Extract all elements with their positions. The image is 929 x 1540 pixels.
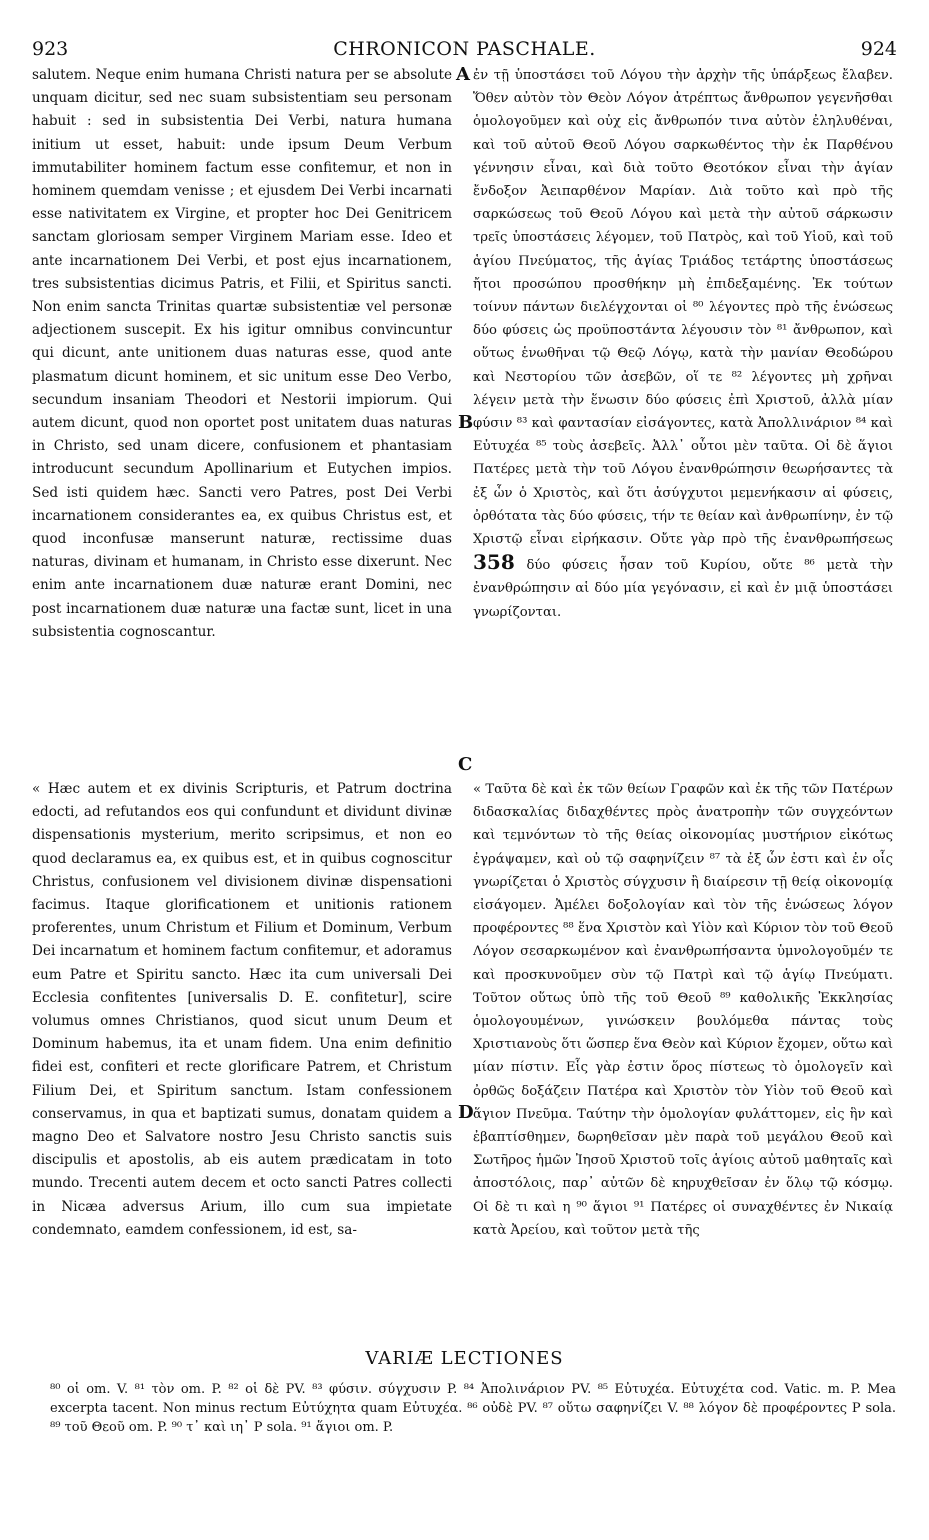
greek-text-1b: δύο φύσεις ἦσαν τοῦ Κυρίου, οὔτε ⁸⁶ μετὰ τὴν ἐνανθρώπησιν αἱ δύο μία γεγόνασιν, εἰ καὶ ἐν μιᾷ ὑποστάσει γνωρίζονται. bbox=[473, 558, 893, 620]
running-title: CHRONICON PASCHALE. bbox=[333, 38, 596, 60]
margin-letter-b: B bbox=[458, 412, 474, 433]
variant-readings bbox=[50, 1380, 896, 1437]
page-number-right: 924 bbox=[860, 38, 897, 60]
latin-column-2 bbox=[32, 778, 452, 1242]
latin-paragraph-2: « Hæc autem et ex divinis Scripturis, et Patrum doctrina edocti, ad refutandos eos qui confundunt et dividunt divinæ dispensationis mysterium, merito scripsimus, et non eo quod declaramus ea, ex quibus est, et in quibus cognoscitur Christus, confusionem vel divisionem divinæ dispensationi facimus. Itaque glorificationem et unitionis rationem proferentes, unum Christum et Filium et Dominum, Verbum Dei incarnatum et hominem factum confitemur, et adoramus eum Patre et Spiritu sancto. Hæc ita cum universali Dei Ecclesia confitentes [universalis D. E. confitetur], scire volumus omnes Christianos, quod sicut unum Deum et Dominum habemus, ita et unam fidem. Una enim definitio fidei est, confiteri et recte glorificare Patrem, et Christum Filium Dei, et Spiritum sanctum. Istam confessionem conservamus, in qua et baptizati sumus, donatam quidem a magno Deo et Salvatore nostro Jesu Christo sanctis suis discipulis et apostolis, ab eis autem prædicatam in toto mundo. Trecenti autem decem et octo sancti Patres collecti in Nicæa adversus Arium, illo cum sua impietate condemnato, eamdem confessionem, id est, sa- bbox=[32, 781, 452, 1238]
latin-column-1 bbox=[32, 64, 452, 644]
greek-text-1a: ἐν τῇ ὑποστάσει τοῦ Λόγου τὴν ἀρχὴν τῆς ὑπάρξεως ἔλαβεν. Ὅθεν αὐτὸν τὸν Θεὸν Λόγον ἀτρέπτως ἄνθρωπον γεγενῆσθαι ὁμολογοῦμεν καὶ οὐχ εἰς ἄνθρωπόν τινα αὐτὸν ἐληλυθέναι, καὶ τοῦ αὐτοῦ Θεοῦ Λόγου σαρκωθέντος τὴν ἐκ Παρθένου γέννησιν εἶναι, καὶ διὰ τοῦτο Θεοτόκον εἶναι τὴν ἁγίαν ἔνδοξον Ἀειπαρθένον Μαρίαν. Διὰ τοῦτο καὶ πρὸ τῆς σαρκώσεως τοῦ Θεοῦ Λόγου καὶ μετὰ τὴν αὐτοῦ σάρκωσιν τρεῖς ὑποστάσεις λέγομεν, τοῦ Πατρὸς, καὶ τοῦ Υἱοῦ, καὶ τοῦ ἁγίου Πνεύματος, τῆς ἁγίας Τριάδος τετάρτης ὑποστάσεως ἤτοι προσώπου προσθήκην μὴ ἐπιδεξαμένης. Ἐκ τούτων τοίνυν πάντων διελέγχονται οἱ ⁸⁰ λέγοντες πρὸ τῆς ἑνώσεως δύο φύσεις ὡς προϋποστάντα λέγουσιν τὸν ⁸¹ ἄνθρωπον, καὶ οὕτως ἑνωθῆναι τῷ Θεῷ Λόγῳ, κατὰ τὴν μανίαν Θεοδώρου καὶ Νεστορίου τῶν ἀσεβῶν, οἵ τε ⁸² λέγοντες μὴ χρῆναι λέγειν μετὰ τὴν ἕνωσιν δύο φύσεις ἐπὶ Χριστοῦ, ἀλλὰ μίαν φύσιν ⁸³ καὶ φαντασίαν εἰσάγοντες, κατὰ Ἀπολλινάριον ⁸⁴ καὶ Εὐτυχέα ⁸⁵ τοὺς ἀσεβεῖς. Ἀλλ᾽ οὗτοι μὲν ταῦτα. Οἱ δὲ ἅγιοι Πατέρες μετὰ τὴν τοῦ Λόγου ἐνανθρώπησιν θεωρήσαντες τὰ ἐξ ὧν ὁ Χριστὸς, καὶ ὅτι ἀσύγχυτοι μεμενήκασιν αἱ φύσεις, ὀρθότατα τὰς δύο φύσεις, τήν τε θείαν καὶ ἀνθρωπίνην, ἐν τῷ Χριστῷ εἶναι εἰρήκασιν. Οὔτε γὰρ πρὸ τῆς ἐνανθρωπήσεως bbox=[473, 68, 893, 548]
greek-paragraph-1 bbox=[473, 64, 893, 624]
page-number-left: 923 bbox=[32, 38, 69, 60]
greek-paragraph-2: « Ταῦτα δὲ καὶ ἐκ τῶν θείων Γραφῶν καὶ ἐκ τῆς τῶν Πατέρων διδασκαλίας διδαχθέντες πρὸς ἀνατροπὴν τῶν συγχεόντων καὶ τεμνόντων τὸ τῆς θείας οἰκονομίας μυστήριον εἰκότως ἐγράψαμεν, καὶ οὐ τῷ σαφηνίζειν ⁸⁷ τὰ ἐξ ὧν ἐστι καὶ ἐν οἷς γνωρίζεται ὁ Χριστὸς σύγχυσιν ἢ διαίρεσιν τῇ θείᾳ οἰκονομίᾳ εἰσάγομεν. Ἀμέλει δοξολογίαν καὶ τὸν τῆς ἑνώσεως λόγον προφέροντες ⁸⁸ ἕνα Χριστὸν καὶ Υἱὸν καὶ Κύριον τὸν τοῦ Θεοῦ Λόγον σεσαρκωμένον καὶ ἐνανθρωπήσαντα ὑμνολογοῦμέν τε καὶ προσκυνοῦμεν σὺν τῷ Πατρὶ καὶ τῷ ἁγίῳ Πνεύματι. Τοῦτον οὕτως ὑπὸ τῆς τοῦ Θεοῦ ⁸⁹ καθολικῆς Ἐκκλησίας ὁμολογουμένων, γινώσκειν βουλόμεθα πάντας τοὺς Χριστιανοὺς ὅτι ὥσπερ ἕνα Θεὸν καὶ Κύριον ἔχομεν, οὕτω καὶ μίαν πίστιν. Εἷς γὰρ ἐστιν ὅρος πίστεως τὸ ὁμολογεῖν καὶ ὀρθῶς δοξάζειν Πατέρα καὶ Χριστὸν τὸν Υἱὸν τοῦ Θεοῦ καὶ ἅγιον Πνεῦμα. Ταύτην τὴν ὁμολογίαν φυλάττομεν, εἰς ἣν καὶ ἐβαπτίσθημεν, δωρηθεῖσαν μὲν παρὰ τοῦ μεγάλου Θεοῦ καὶ Σωτῆρος ἡμῶν Ἰησοῦ Χριστοῦ τοῖς ἁγίοις αὐτοῦ μαθηταῖς καὶ ἀποστόλοις, παρ᾽ αὐτῶν δὲ κηρυχθεῖσαν ἐν ὅλῳ τῷ κόσμῳ. Οἱ δὲ τι καὶ η ⁹⁰ ἅγιοι ⁹¹ Πατέρες οἱ συναχθέντες ἐν Νικαίᾳ κατὰ Ἀρείου, καὶ τοῦτον μετὰ τῆς bbox=[473, 782, 893, 1238]
variant-notes-text: ⁸⁰ οἱ om. V. ⁸¹ τὸν om. P. ⁸² οἱ δὲ PV. ⁸³ φύσιν. σύγχυσιν P. ⁸⁴ Ἀπολινάριον PV. ⁸⁵ Εὐτυχέα. Εὐτυχέτα cod. Vatic. m. P. Mea excerpta tacent. Non minus rectum Εὐτύχητα quam Εὐτυχέα. ⁸⁶ οὐδὲ PV. ⁸⁷ οὕτω σαφηνίζει V. ⁸⁸ λόγον δὲ προφέροντες P sola. ⁸⁹ τοῦ Θεοῦ om. P. ⁹⁰ τ᾽ καὶ ιη᾽ P sola. ⁹¹ ἅγιοι om. P. bbox=[50, 1382, 896, 1435]
margin-letter-d: D bbox=[458, 1102, 474, 1123]
margin-letter-c: C bbox=[458, 754, 473, 775]
greek-column-1 bbox=[473, 64, 893, 624]
page-marker: 358 bbox=[473, 550, 515, 575]
greek-column-2 bbox=[473, 778, 893, 1242]
latin-paragraph-1: salutem. Neque enim humana Christi natura per se absolute unquam dicitur, sed nec suam subsistentiam seu personam habuit : sed in subsistentia Dei Verbi, natura humana initium ut esset, habuit: unde ipsum Deum Verbum immutabiliter hominem factum esse confitemur, et non in hominem quemdam venisse ; et ejusdem Dei Verbi incarnati esse nativitatem ex Virgine, et propter hoc Dei Genitricem sanctam gloriosam semper Virginem Mariam esse. Ideo et ante incarnationem Dei Verbi, et post ejus incarnationem, tres subsistentias dicimus Patris, et Filii, et Spiritus sancti. Non enim sancta Trinitas quartæ subsistentiæ vel personæ adjectionem suscepit. Ex his igitur omnibus convincuntur qui dicunt, ante unitionem duas naturas esse, quod ante plasmatum dicunt hominem, et sic unitum esse Deo Verbo, secundum insaniam Theodori et Nestorii impiorum. Qui autem dicunt, quod non oportet post unitatem duas naturas in Christo, sed unam dicere, confusionem et phantasiam introducunt secundum Apollinarium et Eutychen impios. Sed isti quidem hæc. Sancti vero Patres, post Dei Verbi incarnationem considerantes ea, ex quibus Christus est, et quod inconfusæ manserunt naturæ, rectissime duas naturas, divinam et humanam, in Christo esse dixerunt. Nec enim ante incarnationem duæ naturæ erant Domini, nec post incarnationem duæ naturæ una factæ sunt, licet in una subsistentia cognoscantur. bbox=[32, 67, 452, 640]
variae-lectiones-heading: VARIÆ LECTIONES bbox=[365, 1348, 564, 1369]
page-header bbox=[32, 38, 897, 64]
margin-letter-a: A bbox=[456, 64, 470, 85]
